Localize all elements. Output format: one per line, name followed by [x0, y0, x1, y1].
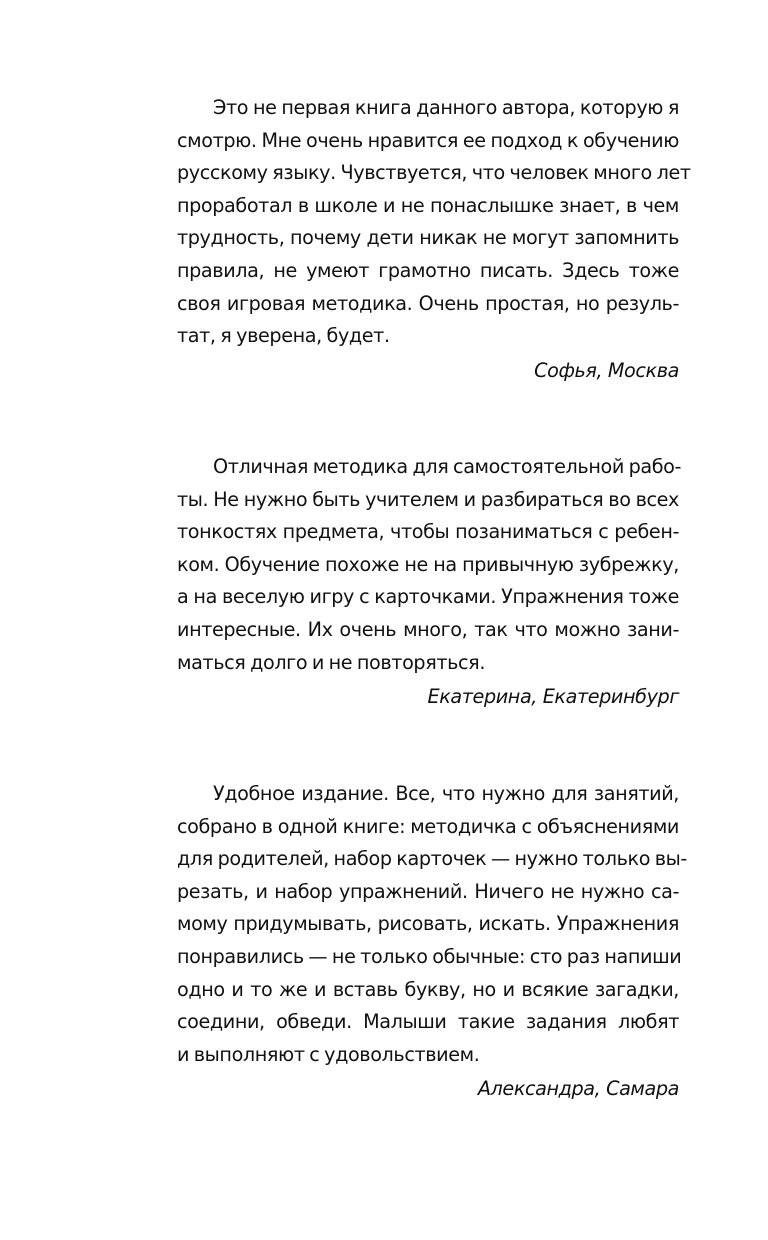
review-text-line: собрано в одной книге: методичка с объяснениями	[177, 814, 679, 838]
review-text-line: резать, и набор упражнений. Ничего не нужно са-	[177, 879, 679, 903]
review-author: Софья, Москва	[534, 358, 679, 382]
review-text-line: тат, я уверена, будет.	[177, 324, 390, 348]
review-text-line: мому придумывать, рисовать, искать. Упражнения	[177, 912, 679, 936]
review-text-line: трудность, почему дети никак не могут запомнить	[177, 226, 679, 250]
review-aleksandra	[177, 778, 687, 1106]
review-text-line: соедини, обведи. Малыши такие задания любят	[177, 1010, 679, 1034]
review-text-line: проработал в школе и не понаслышке знает, в чем	[177, 193, 679, 217]
review-text-line: и выполняют с удовольствием.	[177, 1042, 480, 1066]
review-text-line: маться долго и не повторяться.	[177, 650, 486, 674]
review-text-line: одно и то же и вставь букву, но и всякие загадки,	[177, 977, 679, 1001]
review-author: Александра, Самара	[477, 1077, 679, 1101]
review-text-line: ты. Не нужно быть учителем и разбираться во всех	[177, 487, 679, 511]
review-sofya	[177, 92, 691, 387]
review-text-line: Это не первая книга данного автора, которую я	[213, 96, 679, 119]
review-text-line: русскому языку. Чувствуется, что человек много лет	[177, 161, 691, 185]
review-author: Екатерина, Екатеринбург	[427, 685, 679, 709]
review-text-line: смотрю. Мне очень нравится ее подход к обучению	[177, 128, 679, 152]
review-ekaterina	[177, 451, 682, 714]
review-text-line: Удобное издание. Все, что нужно для занятий,	[213, 782, 679, 805]
review-text-line: своя игровая методика. Очень простая, но резуль-	[177, 291, 679, 315]
review-text-line: для родителей, набор карточек — нужно только вы-	[177, 847, 687, 871]
review-text-line: ком. Обучение похоже не на привычную зубрежку,	[177, 552, 679, 576]
review-text-line: интересные. Их очень много, так что можно зани-	[177, 617, 679, 641]
review-text-line: понравились — не только обычные: сто раз напиши	[177, 944, 682, 968]
review-text-line: правила, не умеют грамотно писать. Здесь тоже	[177, 258, 679, 282]
review-text-line: тонкостях предмета, чтобы позаниматься с ребен-	[177, 520, 679, 544]
review-text-line: а на веселую игру с карточками. Упражнения тоже	[177, 585, 679, 609]
review-text-line: Отличная методика для самостоятельной рабо-	[213, 455, 682, 478]
